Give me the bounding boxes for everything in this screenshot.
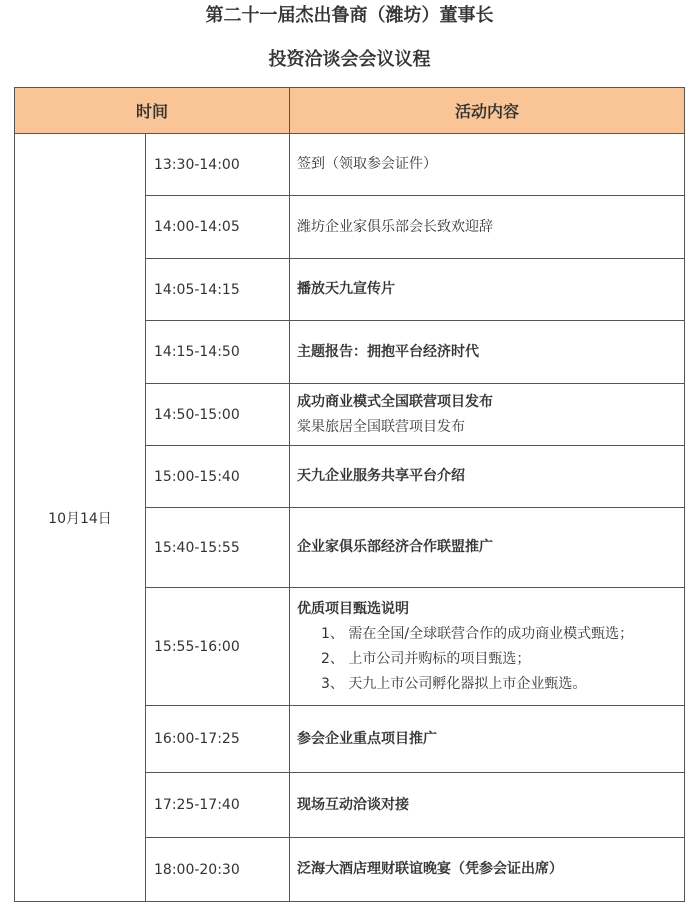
activity-cell — [290, 588, 685, 706]
activity-cell — [290, 508, 685, 588]
activity-line: 天九企业服务共享平台介绍 — [297, 468, 466, 484]
activity-cell — [290, 321, 685, 384]
activity-cell — [290, 259, 685, 321]
time-cell: 14:50-15:00 — [146, 384, 290, 446]
activity-line: 2、 上市公司并购标的项目甄选； — [321, 650, 531, 667]
time-cell: 15:40-15:55 — [146, 508, 290, 588]
activity-line: 签到（领取参会证件） — [297, 156, 438, 172]
activity-line: 泛海大酒店理财联谊晚宴（凭参会证出席） — [297, 861, 564, 877]
page-subtitle: 投资洽谈会会议议程 — [268, 49, 431, 70]
activity-line: 1、 需在全国/全球联营合作的成功商业模式甄选； — [321, 625, 634, 642]
agenda-table — [14, 87, 685, 902]
table-header-row — [15, 88, 685, 134]
time-cell: 14:15-14:50 — [146, 321, 290, 384]
activity-line: 主题报告：拥抱平台经济时代 — [297, 343, 480, 360]
time-cell: 14:00-14:05 — [146, 196, 290, 259]
activity-line: 播放天九宣传片 — [297, 281, 396, 297]
activity-line: 3、 天九上市公司孵化器拟上市企业甄选。 — [321, 675, 587, 692]
time-cell: 13:30-14:00 — [146, 134, 290, 196]
activity-line: 优质项目甄选说明 — [297, 600, 410, 617]
activity-line: 现场互动洽谈对接 — [297, 796, 410, 813]
table-row — [15, 134, 685, 196]
time-cell: 15:55-16:00 — [146, 588, 290, 706]
activity-line: 企业家俱乐部经济合作联盟推广 — [297, 539, 494, 555]
activity-line: 棠果旅居全国联营项目发布 — [297, 418, 466, 435]
header-content: 活动内容 — [290, 88, 685, 134]
activity-cell — [290, 838, 685, 902]
page-title: 第二十一届杰出鲁商（潍坊）董事长 — [205, 5, 494, 26]
activity-cell — [290, 196, 685, 259]
time-cell: 18:00-20:30 — [146, 838, 290, 902]
activity-line: 参会企业重点项目推广 — [297, 730, 438, 747]
time-cell: 15:00-15:40 — [146, 446, 290, 508]
header-time: 时间 — [15, 88, 290, 134]
time-cell: 14:05-14:15 — [146, 259, 290, 321]
activity-cell — [290, 773, 685, 838]
activity-line: 潍坊企业家俱乐部会长致欢迎辞 — [297, 218, 494, 235]
date-cell: 10月14日 — [15, 134, 146, 902]
time-cell: 16:00-17:25 — [146, 706, 290, 773]
time-cell: 17:25-17:40 — [146, 773, 290, 838]
activity-cell — [290, 706, 685, 773]
activity-cell — [290, 134, 685, 196]
activity-cell — [290, 446, 685, 508]
activity-cell — [290, 384, 685, 446]
activity-line: 成功商业模式全国联营项目发布 — [297, 393, 494, 410]
